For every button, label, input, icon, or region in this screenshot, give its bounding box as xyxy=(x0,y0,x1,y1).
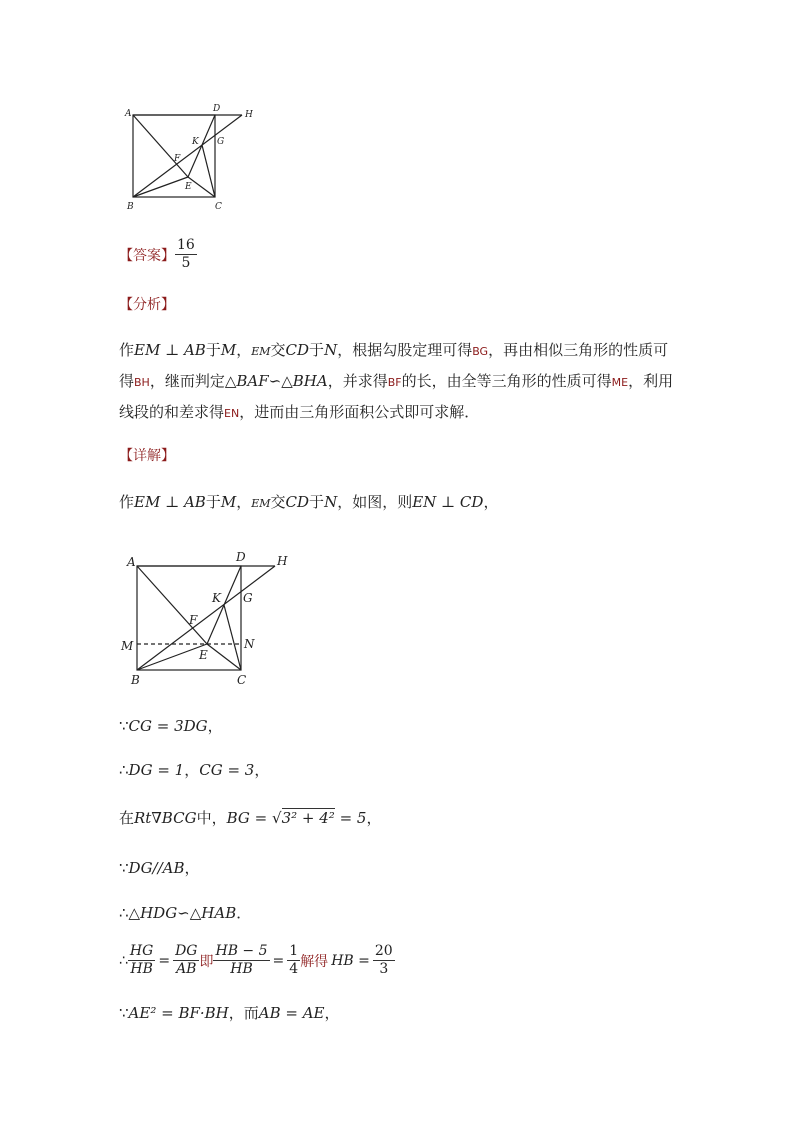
figure-1 xyxy=(120,100,260,215)
math-bg: BG = xyxy=(226,809,268,827)
segment-ae xyxy=(137,566,207,644)
math-hdg-similar-hab: △HDG∽△HAB xyxy=(128,904,237,922)
text: ，继而判定 xyxy=(149,372,225,390)
text: 解得 xyxy=(300,953,329,970)
segment-kc xyxy=(224,605,241,670)
label-d: D xyxy=(213,104,221,114)
therefore-symbol: ∴ xyxy=(119,904,129,922)
text: ， xyxy=(483,493,499,511)
step-3 xyxy=(119,808,381,828)
text: ， xyxy=(324,1004,340,1022)
answer-tag: 【答案】 xyxy=(119,247,175,264)
equals: = xyxy=(272,952,285,969)
math-em-perp-ab: EM ⊥ AB xyxy=(134,493,206,511)
label-c: C xyxy=(237,673,247,687)
text: ，利用 xyxy=(628,372,674,390)
denominator: 3 xyxy=(379,961,389,977)
segment-ae xyxy=(133,115,188,177)
math-m: M xyxy=(220,493,237,511)
text: ，根据勾股定理可得 xyxy=(337,341,473,359)
label-k: K xyxy=(192,137,199,147)
text: ，进而由三角形面积公式即可求解． xyxy=(239,403,480,421)
figure-2 xyxy=(115,548,295,690)
numerator: 1 xyxy=(289,943,299,959)
math-em: EM xyxy=(251,345,271,358)
label-h: H xyxy=(277,554,288,568)
numerator: 20 xyxy=(374,943,393,959)
analysis-tag: 【分析】 xyxy=(119,297,175,313)
fraction-dg-ab xyxy=(173,943,199,978)
highlight-me: ME xyxy=(611,376,629,389)
detail-tag: 【详解】 xyxy=(119,448,175,464)
math-dg-parallel-ab: DG//AB xyxy=(128,859,185,877)
denominator: HB xyxy=(230,961,253,977)
text: 交 xyxy=(270,341,286,359)
text: ． xyxy=(236,904,252,922)
denominator: HB xyxy=(130,961,153,977)
segment-ec xyxy=(207,644,241,670)
math-rt-bcg: Rt∇BCG xyxy=(134,809,197,827)
because-symbol: ∵ xyxy=(119,717,129,735)
text: 线段的和差求得 xyxy=(119,403,225,421)
label-b: B xyxy=(131,673,140,687)
math-n: N xyxy=(324,493,338,511)
text: 于 xyxy=(205,341,221,359)
text: ，并求得 xyxy=(327,372,388,390)
text: 于 xyxy=(309,493,325,511)
answer-denominator: 5 xyxy=(181,255,191,271)
label-g: G xyxy=(217,137,225,147)
because-symbol: ∵ xyxy=(119,1004,129,1022)
therefore-symbol: ∴ xyxy=(119,761,129,779)
text: 交 xyxy=(270,493,286,511)
sqrt-symbol: √ xyxy=(272,809,282,827)
fraction-20-3 xyxy=(373,943,395,978)
math-hb-eq: HB = xyxy=(331,952,370,969)
text: ， xyxy=(254,761,270,779)
label-n: N xyxy=(244,637,255,651)
text: 中， xyxy=(196,809,227,827)
math-n: N xyxy=(324,341,338,359)
label-m: M xyxy=(121,639,134,653)
step-4 xyxy=(119,858,200,878)
math-en-perp-cd: EN ⊥ CD xyxy=(412,493,484,511)
step-1 xyxy=(119,716,223,736)
text: 于 xyxy=(205,493,221,511)
denominator: 4 xyxy=(289,961,299,977)
math-cg-3dg: CG = 3DG xyxy=(128,717,208,735)
label-e: E xyxy=(199,648,208,662)
answer-numerator: 16 xyxy=(177,237,195,253)
numerator: HG xyxy=(129,943,154,959)
label-b: B xyxy=(127,202,134,212)
detail-intro xyxy=(119,492,498,514)
label-k: K xyxy=(212,591,221,605)
therefore-symbol: ∴ xyxy=(119,952,128,969)
label-f: F xyxy=(174,154,181,164)
math-similar-triangles: △BAF∽△BHA xyxy=(224,372,328,390)
text: ， xyxy=(366,809,382,827)
numerator: DG xyxy=(175,943,198,959)
equals: = xyxy=(158,952,171,969)
math-em: EM xyxy=(251,497,271,510)
analysis-line-3 xyxy=(119,402,479,424)
text: 作 xyxy=(119,493,135,511)
segment-be xyxy=(137,644,207,670)
fraction-1-4 xyxy=(287,943,300,978)
label-a: A xyxy=(127,555,136,569)
step-2 xyxy=(119,760,269,780)
text: ，如图，则 xyxy=(337,493,413,511)
answer-fraction xyxy=(175,237,197,272)
text: ， xyxy=(207,717,223,735)
fraction-hg-hb xyxy=(128,943,155,978)
text: 于 xyxy=(309,341,325,359)
step-5 xyxy=(119,903,251,923)
math-ae2-bf-bh: AE² = BF·BH xyxy=(128,1004,229,1022)
math-sqrt-radicand: 3² + 4² xyxy=(281,809,335,827)
text: 的长，由全等三角形的性质可得 xyxy=(401,372,612,390)
math-cg-3: CG = 3 xyxy=(199,761,255,779)
because-symbol: ∵ xyxy=(119,859,129,877)
text: ， xyxy=(236,493,252,511)
numerator: HB − 5 xyxy=(215,943,268,959)
highlight-bh: BH xyxy=(134,376,150,389)
math-em-perp-ab: EM ⊥ AB xyxy=(134,341,206,359)
segment-dk xyxy=(224,566,241,605)
math-eq-5: = 5 xyxy=(339,809,367,827)
text: 在 xyxy=(119,809,135,827)
text: 得 xyxy=(119,372,135,390)
label-e: E xyxy=(185,182,192,192)
step-6 xyxy=(119,943,395,978)
label-g: G xyxy=(243,591,253,605)
fraction-hb-minus-5 xyxy=(213,943,269,978)
text: ， xyxy=(236,341,252,359)
text: ， xyxy=(184,859,200,877)
math-cd: CD xyxy=(285,493,310,511)
highlight-bf: BF xyxy=(387,376,402,389)
text: ，再由相似三角形的性质可 xyxy=(488,341,669,359)
label-h: H xyxy=(245,110,253,120)
math-ab-ae: AB = AE xyxy=(258,1004,325,1022)
math-m: M xyxy=(220,341,237,359)
step-7 xyxy=(119,1003,340,1023)
denominator: AB xyxy=(176,961,197,977)
label-f: F xyxy=(189,613,198,627)
segment-be xyxy=(133,177,188,197)
text: 即 xyxy=(199,953,214,970)
math-dg-1: DG = 1 xyxy=(128,761,185,779)
label-a: A xyxy=(125,109,132,119)
text: ， xyxy=(184,761,200,779)
answer-row xyxy=(119,237,197,272)
label-d: D xyxy=(236,550,246,564)
analysis-line-2 xyxy=(119,371,673,393)
text: ，而 xyxy=(228,1004,259,1022)
analysis-line-1 xyxy=(119,340,668,362)
math-cd: CD xyxy=(285,341,310,359)
highlight-bg: BG xyxy=(472,345,489,358)
label-c: C xyxy=(215,202,222,212)
text: 作 xyxy=(119,341,135,359)
highlight-en: EN xyxy=(224,407,240,420)
